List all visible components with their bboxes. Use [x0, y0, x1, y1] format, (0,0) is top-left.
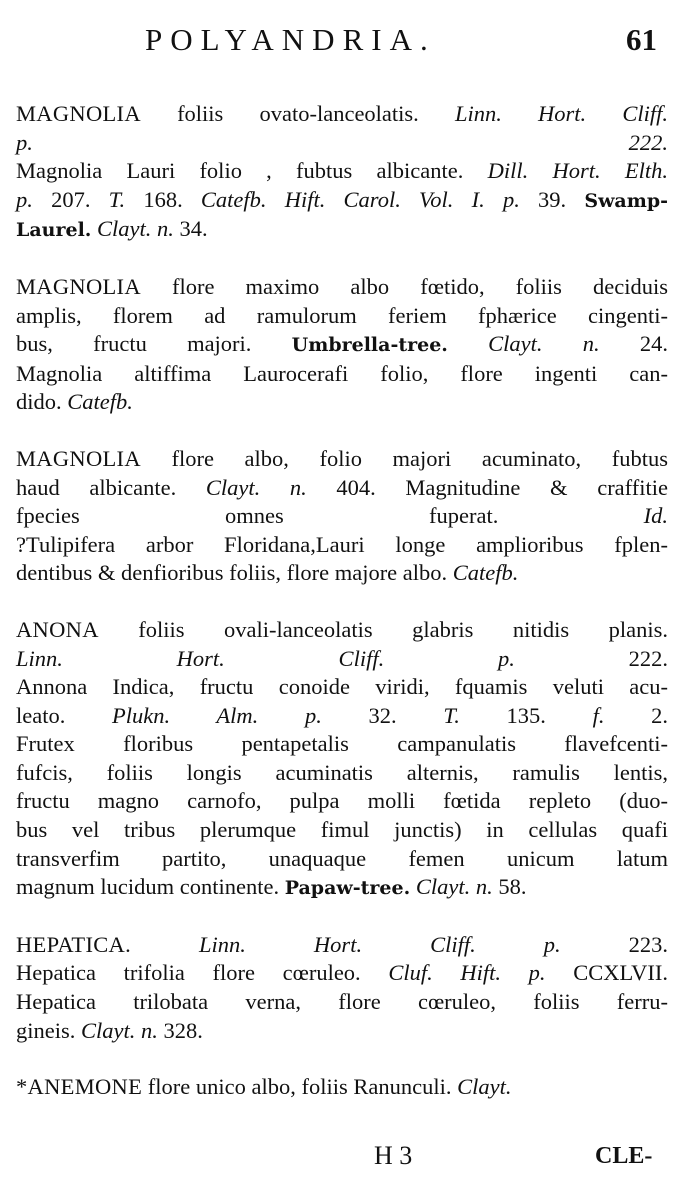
text-run: fructu magno carnofo, pulpa molli fœtida repleto (duo- [16, 788, 668, 814]
citation-run: Clayt. n. [415, 874, 499, 900]
body-text [16, 100, 668, 1130]
entry-heading: MAGNOLIA [16, 273, 141, 299]
text-line [16, 673, 668, 702]
running-head [0, 18, 691, 58]
text-run: amplis, florem ad ramulorum feriem fphærice cingenti- [16, 302, 668, 328]
citation-run: Linn. Hort. Cliff. p. [16, 645, 629, 671]
text-line [16, 702, 668, 731]
text-line [16, 730, 668, 759]
text-run: Hepatica trilobata verna, flore cœruleo, foliis ferru- [16, 989, 668, 1015]
text-run: Magnolia altiffima Laurocerafi folio, flore ingenti can- [16, 360, 668, 386]
citation-run: Dill. Hort. Elth. [487, 158, 668, 184]
running-title: POLYANDRIA. [145, 22, 436, 57]
text-line [16, 959, 668, 988]
text-run: foliis ovato-lanceolatis. [140, 101, 455, 126]
text-run: 168. [143, 186, 201, 212]
citation-run: Clayt. [457, 1074, 512, 1100]
text-run: 223. [628, 931, 668, 957]
citation-run: Clayt. n. [81, 1017, 164, 1043]
text-line [16, 845, 668, 874]
text-run: bus, fructu majori. [16, 331, 292, 357]
text-run: 58. [498, 874, 527, 900]
vernacular-name: Laurel. [16, 219, 92, 242]
text-line [16, 616, 668, 645]
citation-run: Cluf. Hift. p. [388, 960, 574, 986]
text-line [16, 502, 668, 531]
text-line [16, 330, 668, 360]
citation-run: Catefb. Hift. Carol. Vol. I. p. [200, 186, 539, 212]
text-line [16, 645, 668, 674]
text-run [448, 331, 488, 356]
text-line [16, 931, 668, 960]
text-run: Hepatica trifolia flore cœruleo. [16, 960, 389, 986]
vernacular-name: Umbrella-tree. [291, 334, 448, 357]
citation-run: Clayt. n. [205, 474, 337, 500]
text-run: 24. [639, 331, 669, 357]
citation-run: p. 222. [16, 129, 668, 155]
page-number: 61 [626, 22, 657, 57]
text-run: dido. [16, 389, 68, 415]
entry [16, 1073, 668, 1102]
entry-heading: MAGNOLIA [16, 101, 141, 126]
catchword: CLE- [595, 1143, 653, 1169]
citation-run: Linn. Hort. Cliff. p. [199, 931, 629, 957]
citation-run: Catefb. [452, 560, 519, 586]
text-run: 222. [628, 645, 668, 671]
text-run: fufcis, foliis longis acuminatis alternis, ramulis lentis, [16, 759, 668, 785]
text-run: flore albo, folio majori acuminato, fubtus [140, 445, 668, 471]
text-run: bus vel tribus plerumque fimul junctis) in cellulas quafi [16, 817, 668, 843]
text-run: foliis ovali-lanceolatis glabris nitidis planis. [98, 616, 668, 642]
text-run: 135. [506, 702, 593, 728]
text-run: flore maximo albo fœtido, foliis deciduis [140, 273, 668, 299]
citation-run: Id. [643, 503, 668, 529]
text-run: 39. [538, 186, 585, 212]
citation-run: f. [592, 702, 652, 728]
text-run: 32. [368, 702, 444, 728]
text-run: haud albicante. [16, 474, 206, 500]
citation-run: Clayt. n. [97, 216, 180, 242]
text-line [16, 1017, 668, 1046]
text-run [131, 932, 199, 957]
text-line [16, 186, 668, 216]
text-run: dentibus & denfioribus foliis, flore majore albo. [16, 560, 453, 586]
entry-heading: ANONA [16, 616, 99, 642]
text-line [16, 388, 668, 417]
vernacular-name: Swamp- [584, 189, 669, 212]
text-line [16, 988, 668, 1017]
text-line [16, 100, 668, 129]
entry [16, 445, 668, 588]
text-run: ?Tulipifera arbor Floridana,Lauri longe amplioribus fplen- [16, 531, 668, 557]
text-run: transverfim partito, unaquaque femen unicum latum [16, 845, 668, 871]
entry [16, 931, 668, 1045]
text-line [16, 759, 668, 788]
text-run: magnum lucidum continente. [16, 874, 285, 900]
citation-run: Clayt. n. [488, 331, 640, 357]
entry [16, 100, 668, 245]
citation-run: Plukn. Alm. p. [112, 702, 369, 728]
citation-run: T. [108, 186, 144, 212]
text-run: Magnolia Lauri folio , fubtus albicante. [16, 158, 488, 184]
citation-run: Linn. Hort. Cliff. [454, 101, 668, 126]
text-line [16, 474, 668, 503]
text-line [16, 215, 668, 245]
text-line [16, 302, 668, 331]
vernacular-name: Papaw-tree. [284, 877, 411, 900]
entry-heading: *ANEMONE [16, 1074, 143, 1100]
text-run: 34. [179, 216, 208, 242]
text-run: 2. [651, 702, 669, 728]
text-line [16, 787, 668, 816]
text-line [16, 129, 668, 158]
text-run: 404. Magnitudine & craffitie [336, 474, 668, 500]
citation-run: p. [16, 186, 52, 212]
text-line [16, 273, 668, 302]
text-run: gineis. [16, 1017, 81, 1043]
entry [16, 616, 668, 903]
text-run: 328. [163, 1017, 203, 1043]
text-run: flore unico albo, foliis Ranunculi. [142, 1074, 458, 1100]
text-run: Frutex floribus pentapetalis campanulatis flavefcenti- [16, 731, 668, 757]
text-line [16, 531, 668, 560]
text-run: 207. [51, 186, 109, 212]
text-line [16, 360, 668, 389]
entry-heading: HEPATICA. [16, 931, 132, 957]
page-footer [0, 1138, 691, 1178]
text-run: CCXLVII. [573, 960, 668, 986]
text-line [16, 559, 668, 588]
citation-run: T. [443, 702, 507, 728]
signature-mark: H 3 [374, 1141, 413, 1170]
text-line [16, 816, 668, 845]
text-line [16, 873, 668, 903]
entry [16, 273, 668, 417]
text-line [16, 1073, 668, 1102]
text-run: Annona Indica, fructu conoide viridi, fquamis veluti acu- [16, 674, 668, 700]
text-run: leato. [16, 702, 113, 728]
text-line [16, 157, 668, 186]
text-run: fpecies omnes fuperat. [16, 503, 644, 529]
entry-heading: MAGNOLIA [16, 445, 141, 471]
citation-run: Catefb. [67, 389, 133, 415]
text-line [16, 445, 668, 474]
